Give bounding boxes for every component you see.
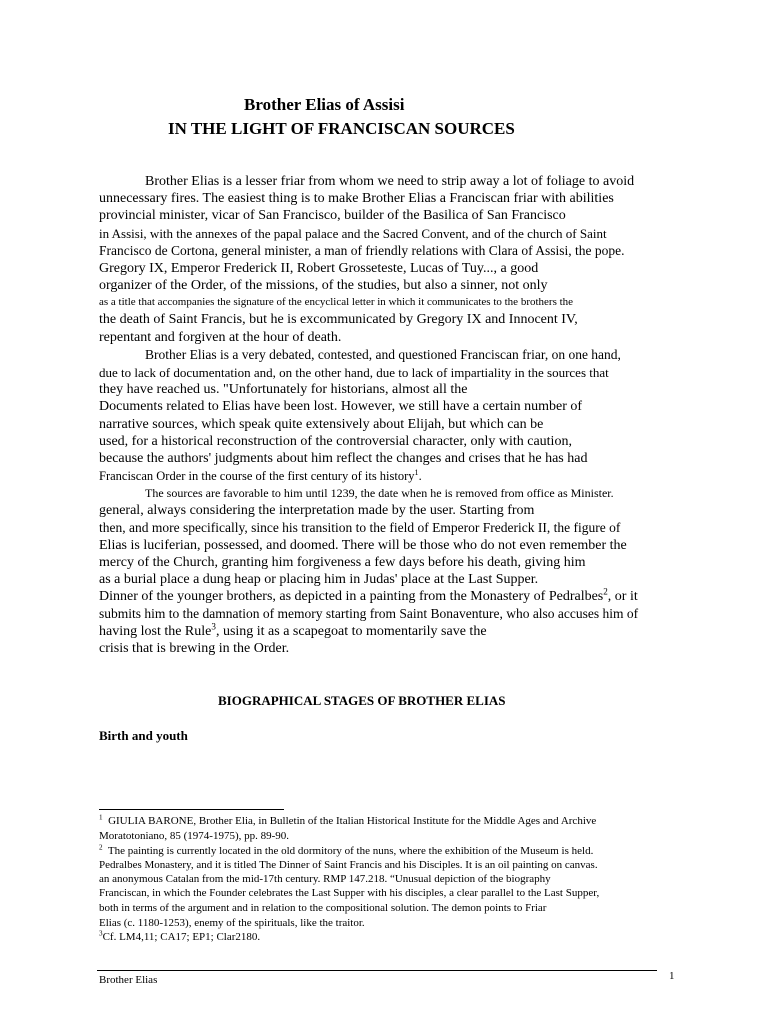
body-line: Gregory IX, Emperor Frederick II, Robert Grosseteste, Lucas of Tuy..., a good	[99, 261, 539, 276]
page-number: 1	[669, 970, 675, 982]
document-subtitle: IN THE LIGHT OF FRANCISCAN SOURCES	[168, 119, 515, 138]
body-line: organizer of the Order, of the missions, of the studies, but also a sinner, not only	[99, 278, 548, 293]
footnote-ref: 3	[211, 621, 216, 632]
body-line: then, and more specifically, since his transition to the field of Emperor Frederick II, the figure of	[99, 520, 621, 535]
body-line: Brother Elias is a very debated, contested, and questioned Franciscan friar, on one hand,	[145, 347, 621, 362]
body-line: Brother Elias is a lesser friar from whom we need to strip away a lot of foliage to avoid	[145, 174, 635, 189]
body-line: general, always considering the interpretation made by the user. Starting from	[99, 503, 535, 518]
footnote-ref: 1	[414, 467, 419, 477]
body-line: Franciscan Order in the course of the first century of its history$^1$.	[99, 467, 422, 483]
body-line: mercy of the Church, granting him forgiveness a few days before his death, giving him	[99, 555, 586, 570]
body-line: Documents related to Elias have been lost. However, we still have a certain number of	[99, 399, 583, 414]
body-line: Elias is luciferian, possessed, and doomed. There will be those who do not even remember the	[99, 538, 627, 553]
footnote-separator	[99, 809, 284, 810]
footnote: an anonymous Catalan from the mid-17th century. RMP 147.218. “Unusual depiction of the biography	[99, 873, 551, 885]
footnote: $^1$ GIULIA BARONE, Brother Elia, in Bulletin of the Italian Historical Institute for the Middle Ages and Archive	[99, 813, 597, 827]
section-heading: BIOGRAPHICAL STAGES OF BROTHER ELIAS	[218, 693, 506, 708]
body-line: used, for a historical reconstruction of the controversial character, only with caution,	[99, 434, 572, 449]
body-line: submits him to the damnation of memory starting from Saint Bonaventure, who also accuses him of	[99, 606, 639, 621]
footnote: Pedralbes Monastery, and it is titled The Dinner of Saint Francis and his Disciples. It is an oil painting on canvas.	[99, 859, 598, 871]
footnote: Moratotoniano, 85 (1974-1975), pp. 89-90.	[99, 830, 290, 842]
footnote-ref: 2	[603, 586, 608, 597]
body-line: Francisco de Cortona, general minister, a man of friendly relations with Clara of Assisi, the pope.	[99, 243, 625, 258]
footer-rule	[97, 970, 657, 971]
body-line: as a title that accompanies the signature of the encyclical letter in which it communicates to the brothers the	[99, 296, 574, 308]
footnote-number: 1	[99, 813, 103, 822]
body-line: having lost the Rule$^3$, using it as a scapegoat to momentarily save the	[99, 621, 487, 639]
footnote-number: 2	[99, 843, 103, 852]
body-line: repentant and forgiven at the hour of death.	[99, 330, 342, 345]
body-line: The sources are favorable to him until 1239, the date when he is removed from office as Minister.	[145, 486, 614, 500]
footnote: $^2$ The painting is currently located in the old dormitory of the nuns, where the exhibition of the Museum is held.	[99, 843, 594, 857]
body-line: in Assisi, with the annexes of the papal palace and the Sacred Convent, and of the church of Saint	[99, 226, 607, 241]
footnote: $^3$Cf. LM4,11; CA17; EP1; Clar2180.	[99, 929, 261, 943]
body-line: Dinner of the younger brothers, as depicted in a painting from the Monastery of Pedralbes$^2$, or it	[99, 586, 638, 604]
subsection-heading: Birth and youth	[99, 728, 188, 743]
body-line: due to lack of documentation and, on the other hand, due to lack of impartiality in the sources that	[99, 365, 609, 380]
body-line: as a burial place a dung heap or placing him in Judas' place at the Last Supper.	[99, 572, 539, 587]
body-line: narrative sources, which speak quite extensively about Elijah, but which can be	[99, 417, 544, 432]
body-line: they have reached us. "Unfortunately for historians, almost all the	[99, 382, 468, 397]
footnote: both in terms of the argument and in relation to the compositional solution. The demon points to Friar	[99, 902, 547, 914]
body-line: crisis that is brewing in the Order.	[99, 641, 290, 656]
body-line: because the authors' judgments about him reflect the changes and crises that he has had	[99, 451, 588, 466]
footnote-number: 3	[99, 929, 103, 938]
footnote: Elias (c. 1180-1253), enemy of the spirituals, like the traitor.	[99, 917, 365, 929]
body-line: the death of Saint Francis, but he is excommunicated by Gregory IX and Innocent IV,	[99, 312, 578, 327]
body-line: provincial minister, vicar of San Francisco, builder of the Basilica of San Francisco	[99, 208, 566, 223]
footnote: Franciscan, in which the Founder celebrates the Last Supper with his disciples, a clear parallel to the Last Supper,	[99, 887, 600, 899]
body-line: unnecessary fires. The easiest thing is to make Brother Elias a Franciscan friar with abilities	[99, 191, 614, 206]
document-title: Brother Elias of Assisi	[244, 95, 405, 114]
footer-label: Brother Elias	[99, 974, 158, 986]
